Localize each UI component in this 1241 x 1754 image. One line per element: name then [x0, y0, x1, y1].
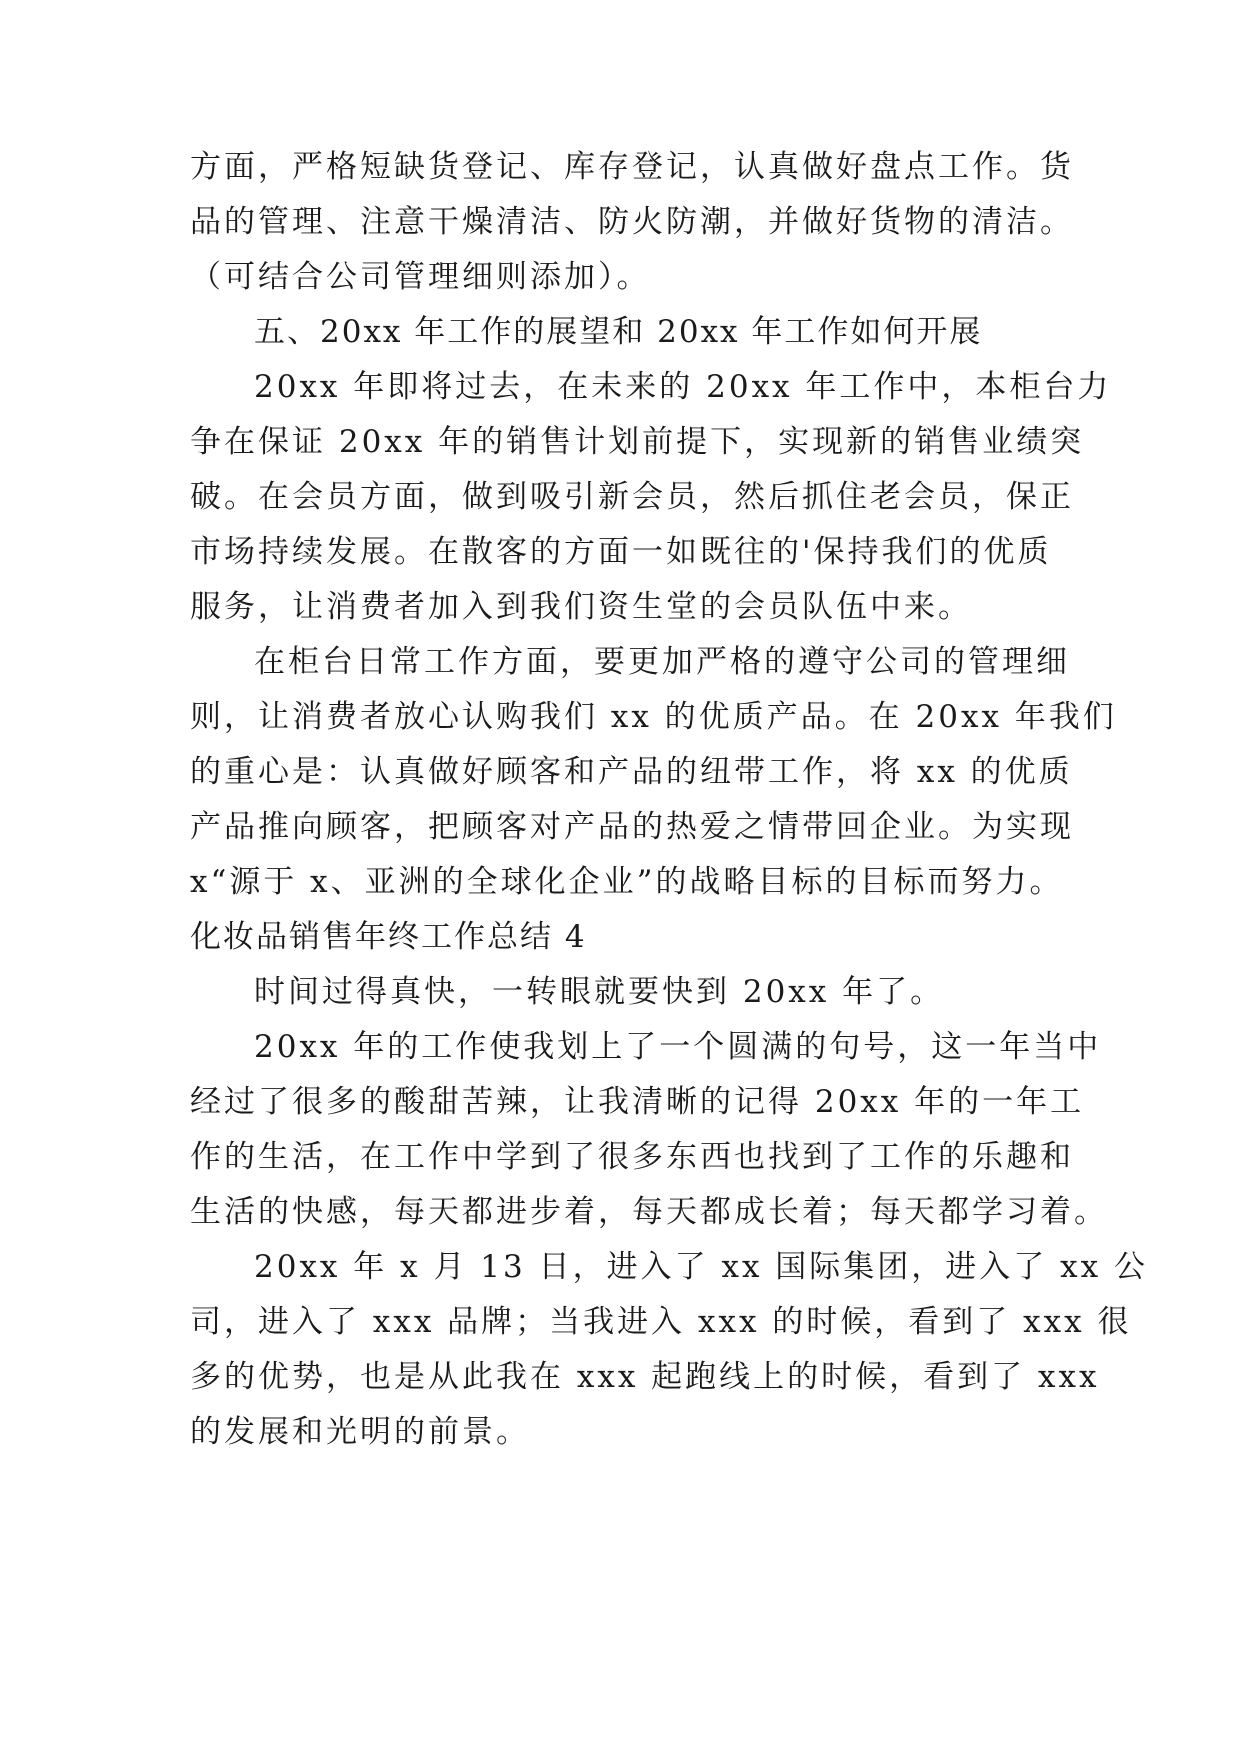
text-line: 则，让消费者放心认购我们 xx 的优质产品。在 20xx 年我们 — [190, 699, 1117, 735]
text-line: 时间过得真快，一转眼就要快到 20xx 年了。 — [254, 974, 945, 1010]
text-line: 生活的快感，每天都进步着，每天都成长着；每天都学习着。 — [190, 1194, 1108, 1230]
text-line: 经过了很多的酸甜苦辣，让我清晰的记得 20xx 年的一年工 — [190, 1084, 1085, 1120]
text-line: 方面，严格短缺货登记、库存登记，认真做好盘点工作。货 — [190, 149, 1074, 185]
text-line: 争在保证 20xx 年的销售计划前提下，实现新的销售业绩突 — [190, 424, 1085, 460]
text-line: 破。在会员方面，做到吸引新会员，然后抓住老会员，保正 — [190, 479, 1074, 515]
text-line: 品的管理、注意干燥清洁、防火防潮，并做好货物的清洁。 — [190, 204, 1074, 240]
text-line: 多的优势，也是从此我在 xxx 起跑线上的时候，看到了 xxx — [190, 1359, 1100, 1395]
document-heading: 化妆品销售年终工作总结 4 — [190, 919, 587, 955]
text-line: 的重心是：认真做好顾客和产品的纽带工作，将 xx 的优质 — [190, 754, 1073, 790]
text-line: 20xx 年 x 月 13 日，进入了 xx 国际集团，进入了 xx 公 — [254, 1249, 1148, 1285]
text-line: 作的生活，在工作中学到了很多东西也找到了工作的乐趣和 — [190, 1139, 1074, 1175]
text-line: 20xx 年的工作使我划上了一个圆满的句号，这一年当中 — [254, 1029, 1102, 1065]
text-line: 在柜台日常工作方面，要更加严格的遵守公司的管理细 — [254, 644, 1070, 680]
text-line: x“源于 x、亚洲的全球化企业”的战略目标的目标而努力。 — [190, 864, 1064, 900]
text-line: 产品推向顾客，把顾客对产品的热爱之情带回企业。为实现 — [190, 809, 1074, 845]
text-line: 20xx 年即将过去，在未来的 20xx 年工作中，本柜台力 — [254, 369, 1112, 405]
text-line: 服务，让消费者加入到我们资生堂的会员队伍中来。 — [190, 589, 972, 625]
text-line: （可结合公司管理细则添加）。 — [190, 259, 651, 295]
text-line: 的发展和光明的前景。 — [190, 1414, 530, 1450]
text-line: 市场持续发展。在散客的方面一如既往的'保持我们的优质 — [190, 534, 1052, 570]
section-heading: 五、20xx 年工作的展望和 20xx 年工作如何开展 — [254, 314, 983, 350]
text-line: 司，进入了 xxx 品牌；当我进入 xxx 的时候，看到了 xxx 很 — [190, 1304, 1132, 1340]
